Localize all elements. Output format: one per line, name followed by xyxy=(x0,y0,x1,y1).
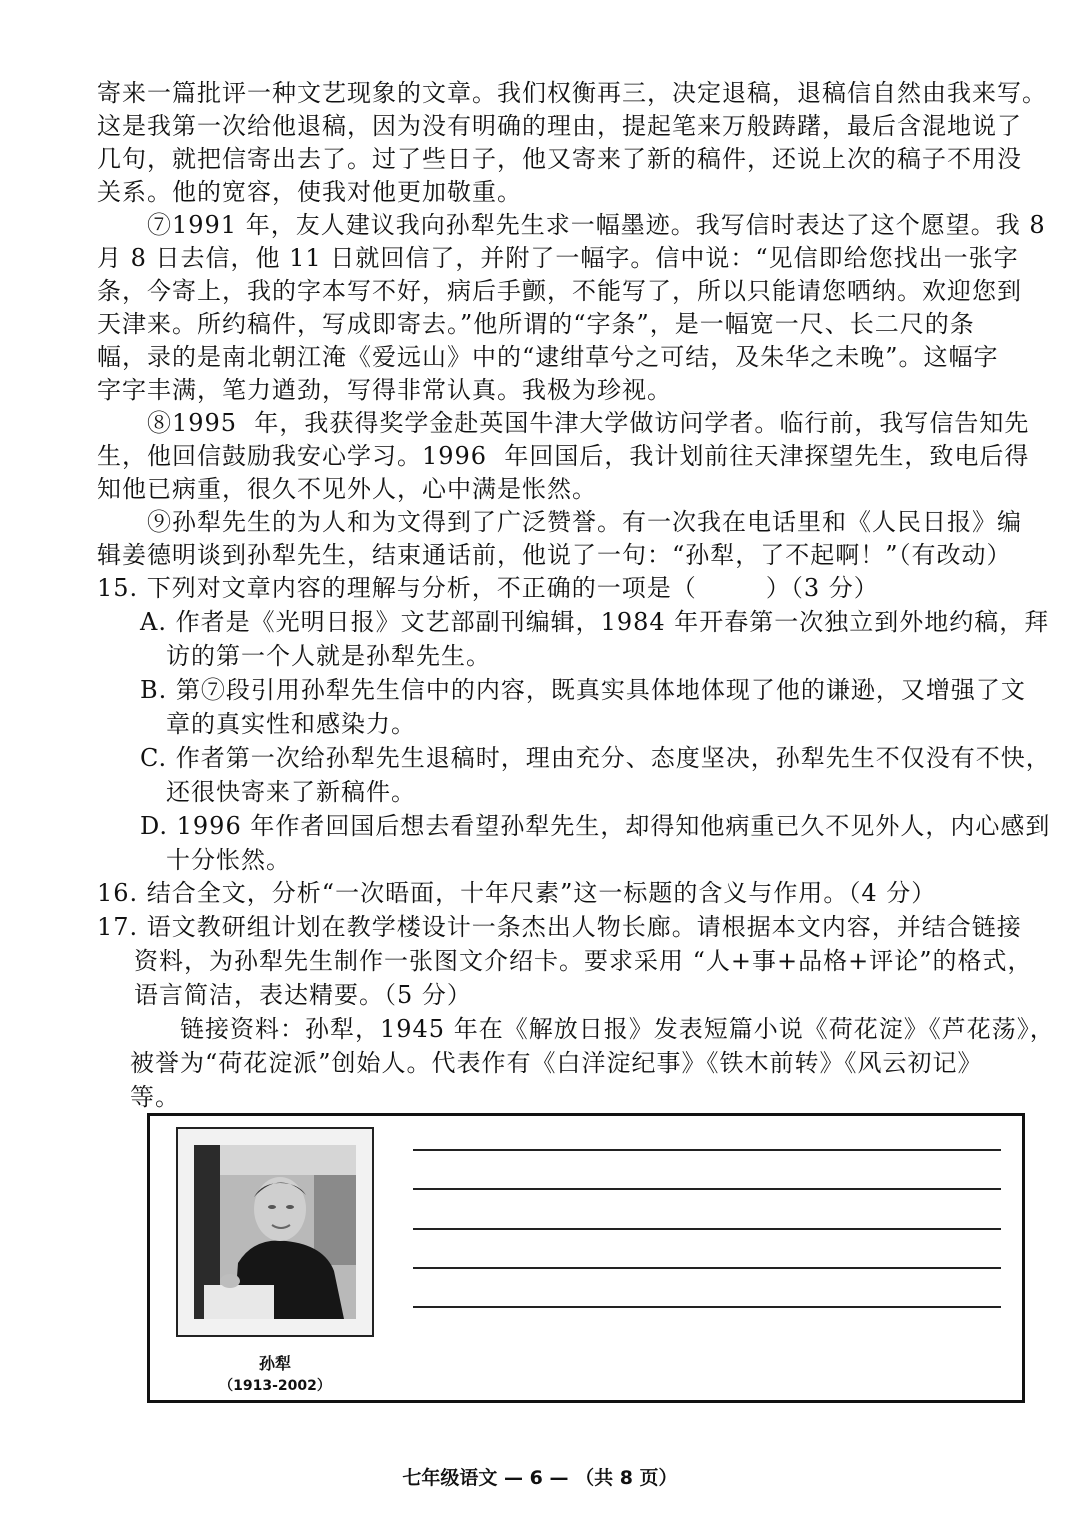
q15-option-b-line1: B. 第⑦段引用孙犁先生信中的内容，既真实具体地体现了他的谦逊，又增强了文 xyxy=(140,676,1026,704)
q17-line2: 资料，为孙犁先生制作一张图文介绍卡。要求采用 “人+事+品格+评论”的格式， xyxy=(134,947,1033,975)
portrait-photo-frame xyxy=(176,1127,374,1337)
passage-para7-line5: 幅，录的是南北朝江淹《爱远山》中的“逮绀草兮之可结，及朱华之未晚”。这幅字 xyxy=(97,343,999,371)
q17-link-line3: 等。 xyxy=(130,1083,180,1111)
q17-line3: 语言简洁，表达精要。（5 分） xyxy=(134,981,472,1009)
passage-para8-line2: 生，他回信鼓励我安心学习。1996 年回国后，我计划前往天津探望先生，致电后得 xyxy=(97,442,1030,470)
passage-para9-line2: 辑姜德明谈到孙犁先生，结束通话前，他说了一句：“孙犁，了不起啊！”（有改动） xyxy=(97,541,1012,569)
passage-para6-line2: 这是我第一次给他退稿，因为没有明确的理由，提起笔来万般踌躇，最后含混地说了 xyxy=(97,112,1022,140)
q17-link-line2: 被誉为“荷花淀派”创始人。代表作有《白洋淀纪事》《铁木前转》《风云初记》 xyxy=(130,1049,983,1077)
q17-line1: 17. 语文教研组计划在教学楼设计一条杰出人物长廊。请根据本文内容，并结合链接 xyxy=(97,913,1022,941)
writing-line-2[interactable] xyxy=(413,1188,1001,1190)
writing-line-4[interactable] xyxy=(413,1267,1001,1269)
q15-option-d-line1: D. 1996 年作者回国后想去看望孙犁先生，却得知他病重已久不见外人，内心感到 xyxy=(140,812,1051,840)
writing-line-5[interactable] xyxy=(413,1306,1001,1308)
passage-para6-line1: 寄来一篇批评一种文艺现象的文章。我们权衡再三，决定退稿，退稿信自然由我来写。 xyxy=(97,79,1047,107)
q15-stem: 15. 下列对文章内容的理解与分析，不正确的一项是（ ）（3 分） xyxy=(97,574,879,602)
portrait-caption-name: 孙犁 xyxy=(258,1354,291,1373)
passage-para7-line2: 月 8 日去信，他 11 日就回信了，并附了一幅字。信中说：“见信即给您找出一张字 xyxy=(97,244,1019,272)
portrait-photo xyxy=(194,1145,356,1319)
passage-para7-line3: 条，今寄上，我的字本写不好，病后手颤，不能写了，所以只能请您哂纳。欢迎您到 xyxy=(97,277,1022,305)
q15-option-b-line2: 章的真实性和感染力。 xyxy=(166,710,416,738)
writing-line-1[interactable] xyxy=(413,1149,1001,1151)
q15-option-d-line2: 十分怅然。 xyxy=(166,846,291,874)
page-footer: 七年级语文 — 6 — （共 8 页） xyxy=(402,1467,678,1489)
q15-option-a-line1: A. 作者是《光明日报》文艺部副刊编辑，1984 年开春第一次独立到外地约稿，拜 xyxy=(140,608,1050,636)
q16-text: 16. 结合全文，分析“一次晤面，十年尺素”这一标题的含义与作用。（4 分） xyxy=(97,879,937,907)
q15-option-a-line2: 访的第一个人就是孙犁先生。 xyxy=(166,642,491,670)
intro-card xyxy=(147,1113,1025,1403)
passage-para7-line1: ⑦1991 年，友人建议我向孙犁先生求一幅墨迹。我写信时表达了这个愿望。我 8 xyxy=(147,211,1046,239)
passage-para7-line4: 天津来。所约稿件，写成即寄去。”他所谓的“字条”，是一幅宽一尺、长二尺的条 xyxy=(97,310,975,338)
passage-para6-line3: 几句，就把信寄出去了。过了些日子，他又寄来了新的稿件，还说上次的稿子不用没 xyxy=(97,145,1022,173)
q17-link-line1: 链接资料：孙犁，1945 年在《解放日报》发表短篇小说《荷花淀》《芦花荡》， xyxy=(180,1015,1055,1043)
passage-para6-line4: 关系。他的宽容，使我对他更加敬重。 xyxy=(97,178,522,206)
q15-option-c-line2: 还很快寄来了新稿件。 xyxy=(166,778,416,806)
passage-para8-line1: ⑧1995 年，我获得奖学金赴英国牛津大学做访问学者。临行前，我写信告知先 xyxy=(147,409,1030,437)
passage-para8-line3: 知他已病重，很久不见外人，心中满是怅然。 xyxy=(97,475,597,503)
passage-para7-line6: 字字丰满，笔力遒劲，写得非常认真。我极为珍视。 xyxy=(97,376,672,404)
portrait-caption-years: （1913-2002） xyxy=(219,1378,331,1394)
passage-para9-line1: ⑨孙犁先生的为人和为文得到了广泛赞誉。有一次我在电话里和《人民日报》编 xyxy=(147,508,1022,536)
writing-line-3[interactable] xyxy=(413,1228,1001,1230)
q15-option-c-line1: C. 作者第一次给孙犁先生退稿时，理由充分、态度坚决，孙犁先生不仅没有不快， xyxy=(140,744,1051,772)
